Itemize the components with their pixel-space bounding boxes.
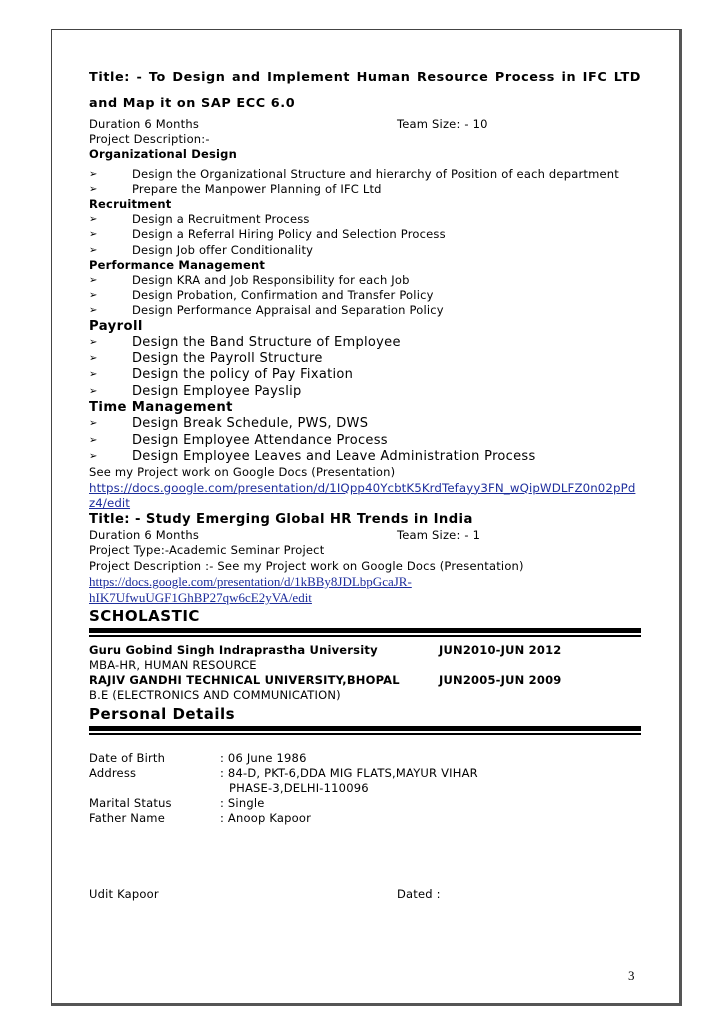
marital-row	[89, 796, 641, 811]
project2-google-docs-link-line2[interactable]: hIK7UfwuUGF1GhBP27qw6cE2yVA/edit	[89, 589, 312, 605]
education-entry	[89, 643, 641, 658]
arrow-bullet-icon: ➢	[89, 385, 98, 397]
arrow-bullet-icon: ➢	[89, 244, 98, 256]
project2-team-size: Team Size: - 1	[397, 528, 481, 543]
father-row	[89, 811, 641, 826]
arrow-bullet-icon: ➢	[89, 168, 98, 180]
section-divider	[89, 726, 641, 731]
project1-duration: Duration 6 Months	[89, 117, 200, 131]
section-heading-payroll: Payroll	[89, 318, 143, 334]
project2-description: Project Description :- See my Project work on Google Docs (Presentation)	[89, 558, 524, 573]
page-number: 3	[628, 968, 635, 983]
address-label: Address	[89, 765, 137, 780]
list-item: ➢ Design Probation, Confirmation and Transfer Policy	[89, 288, 434, 303]
arrow-bullet-icon: ➢	[89, 451, 98, 463]
dob-value: : 06 June 1986	[220, 750, 307, 765]
institution: Guru Gobind Singh Indraprastha University	[89, 642, 378, 657]
list-item: ➢ Design the Band Structure of Employee	[89, 334, 401, 350]
dob-row	[89, 751, 641, 766]
address-value-line2: PHASE-3,DELHI-110096	[229, 780, 369, 795]
list-item: ➢ Design the Payroll Structure	[89, 351, 323, 367]
institution: RAJIV GANDHI TECHNICAL UNIVERSITY,BHOPAL	[89, 673, 400, 688]
list-item: ➢ Design KRA and Job Responsibility for each Job	[89, 273, 410, 288]
address-row-2	[89, 781, 641, 796]
list-item: ➢ Design Job offer Conditionality	[89, 242, 314, 257]
signature-dated: Dated :	[397, 886, 441, 901]
list-item: ➢ Design the Organizational Structure and hierarchy of Position of each department	[89, 166, 619, 181]
list-item: ➢ Design the policy of Pay Fixation	[89, 367, 354, 383]
arrow-bullet-icon: ➢	[89, 434, 98, 446]
arrow-bullet-icon: ➢	[89, 229, 98, 241]
dob-label: Date of Birth	[89, 750, 166, 765]
project1-google-docs-link[interactable]: https://docs.google.com/presentation/d/1IQpp40YcbtK5KrdTefayy3FN_wQipWDLFZ0n02pPdz4/edit	[89, 480, 636, 510]
list-item: ➢ Design Performance Appraisal and Separation Policy	[89, 303, 444, 318]
section-heading-time-management: Time Management	[89, 400, 233, 416]
list-item: ➢ Design Employee Attendance Process	[89, 432, 388, 448]
list-item: ➢ Prepare the Manpower Planning of IFC Ltd	[89, 181, 382, 196]
arrow-bullet-icon: ➢	[89, 336, 98, 348]
arrow-bullet-icon: ➢	[89, 305, 98, 317]
personal-details-heading: Personal Details	[89, 704, 236, 723]
degree: MBA-HR, HUMAN RESOURCE	[89, 657, 257, 672]
section-divider	[89, 628, 641, 633]
resume-page-content	[89, 65, 641, 902]
project2-title: Title: - Study Emerging Global HR Trends in India	[89, 512, 473, 528]
project2-google-docs-link-line1[interactable]: https://docs.google.com/presentation/d/1kBBy8JDLbpGcaJR-	[89, 573, 412, 589]
project1-team-size: Team Size: - 10	[397, 117, 488, 131]
list-item: ➢ Design Break Schedule, PWS, DWS	[89, 416, 369, 432]
project1-description-label: Project Description:-	[89, 132, 210, 147]
list-item: ➢ Design a Recruitment Process	[89, 212, 310, 227]
arrow-bullet-icon: ➢	[89, 290, 98, 302]
arrow-bullet-icon: ➢	[89, 275, 98, 287]
section-heading-recruitment: Recruitment	[89, 197, 172, 212]
marital-value: : Single	[220, 796, 265, 811]
arrow-bullet-icon: ➢	[89, 353, 98, 365]
section-heading-organizational-design: Organizational Design	[89, 147, 238, 162]
address-row	[89, 766, 641, 781]
list-item: ➢ Design Employee Payslip	[89, 383, 302, 399]
father-label: Father Name	[89, 811, 165, 826]
section-heading-performance-management: Performance Management	[89, 257, 266, 272]
project2-type: Project Type:-Academic Seminar Project	[89, 543, 325, 558]
marital-label: Marital Status	[89, 796, 172, 811]
signature-name: Udit Kapoor	[89, 886, 159, 901]
project1-title: Title: - To Design and Implement Human Resource Process in IFC LTD and Map it on SAP ECC 6.0	[89, 70, 641, 111]
list-item: ➢ Design a Referral Hiring Policy and Selection Process	[89, 227, 446, 242]
project1-meta	[89, 117, 641, 132]
period: JUN2010-JUN 2012	[439, 642, 562, 657]
arrow-bullet-icon: ➢	[89, 418, 98, 430]
degree: B.E (ELECTRONICS AND COMMUNICATION)	[89, 688, 341, 703]
signature-row	[89, 887, 641, 902]
arrow-bullet-icon: ➢	[89, 183, 98, 195]
education-entry	[89, 673, 641, 688]
father-value: : Anoop Kapoor	[220, 811, 311, 826]
scholastic-heading: SCHOLASTIC	[89, 606, 200, 625]
arrow-bullet-icon: ➢	[89, 369, 98, 381]
period: JUN2005-JUN 2009	[439, 673, 562, 688]
list-item: ➢ Design Employee Leaves and Leave Administration Process	[89, 449, 536, 465]
project2-meta	[89, 528, 641, 543]
project1-see-work: See my Project work on Google Docs (Presentation)	[89, 465, 396, 480]
project2-duration: Duration 6 Months	[89, 528, 200, 543]
arrow-bullet-icon: ➢	[89, 214, 98, 226]
address-value: : 84-D, PKT-6,DDA MIG FLATS,MAYUR VIHAR	[220, 765, 478, 780]
